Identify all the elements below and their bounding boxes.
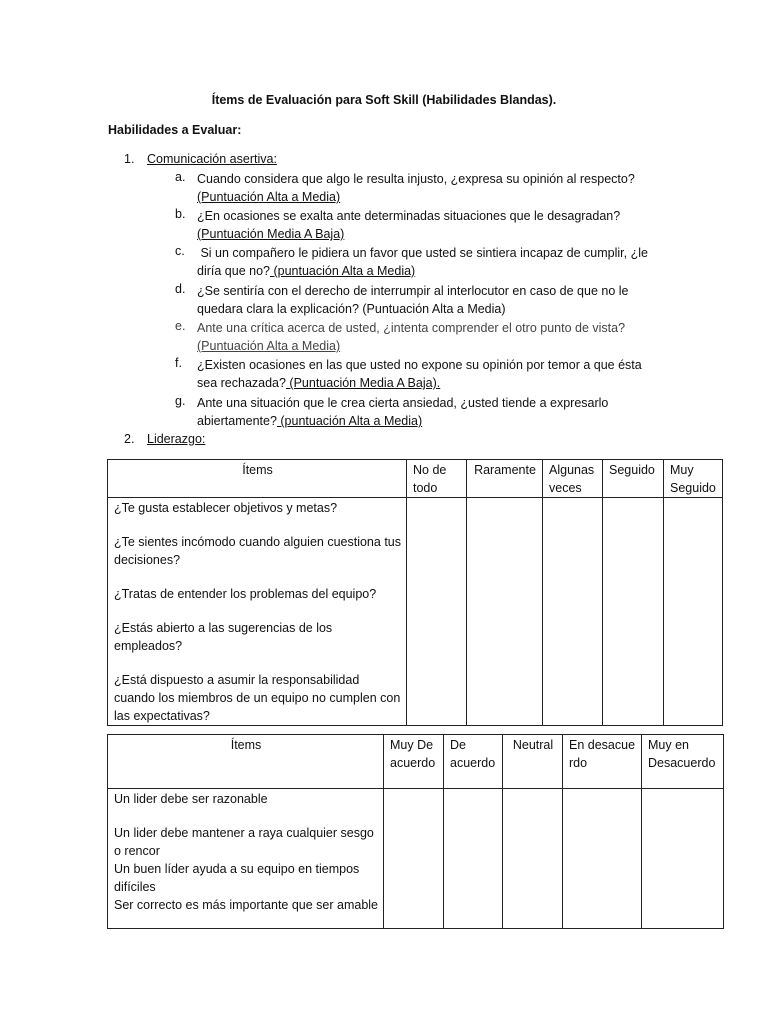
question-text: ¿Te gusta establecer objetivos y metas? xyxy=(114,501,338,515)
answer-cell[interactable] xyxy=(603,498,664,726)
table-header-row xyxy=(108,735,724,789)
column-header: Algunas veces xyxy=(543,460,603,498)
table-header-row xyxy=(108,460,723,498)
column-header: Neutral xyxy=(503,735,563,789)
list-number-1: 1. xyxy=(124,152,135,166)
question-text: ¿Está dispuesto a asumir la responsabilidad cuando los miembros de un equipo no cumplen con las expectativas? xyxy=(114,673,401,723)
statements-cell xyxy=(108,789,384,929)
leadership-agreement-table xyxy=(107,734,724,929)
column-header: Muy De acuerdo xyxy=(384,735,444,789)
statement-text: Un buen líder ayuda a su equipo en tiempos difíciles xyxy=(114,862,360,894)
column-header: No de todo xyxy=(407,460,467,498)
column-header: Raramente xyxy=(467,460,543,498)
answer-cell[interactable] xyxy=(407,498,467,726)
question-text: ¿Estás abierto a las sugerencias de los empleados? xyxy=(114,621,333,653)
answer-cell[interactable] xyxy=(503,789,563,929)
statement-text: Un lider debe mantener a raya cualquier sesgo o rencor xyxy=(114,826,374,858)
column-header: Ítems xyxy=(108,460,407,498)
column-header: Ítems xyxy=(108,735,384,789)
column-header: Muy Seguido xyxy=(664,460,723,498)
list-heading-comunicacion: Comunicación asertiva: xyxy=(147,152,277,166)
column-header: Muy en Desacuerdo xyxy=(642,735,724,789)
table-row xyxy=(108,789,724,929)
leadership-frequency-table xyxy=(107,459,723,726)
answer-cell[interactable] xyxy=(444,789,503,929)
statement-text: Un lider debe ser razonable xyxy=(114,792,268,806)
document-title: Ítems de Evaluación para Soft Skill (Habilidades Blandas). xyxy=(211,93,557,107)
question-text: ¿Te sientes incómodo cuando alguien cuestiona tus decisiones? xyxy=(114,535,401,567)
questions-cell xyxy=(108,498,407,726)
answer-cell[interactable] xyxy=(467,498,543,726)
answer-cell[interactable] xyxy=(664,498,723,726)
column-header: De acuerdo xyxy=(444,735,503,789)
column-header: Seguido xyxy=(603,460,664,498)
answer-cell[interactable] xyxy=(543,498,603,726)
list-heading-liderazgo: Liderazgo: xyxy=(147,432,206,446)
column-header: En desacuerdo xyxy=(563,735,642,789)
question-text: ¿Tratas de entender los problemas del equipo? xyxy=(114,587,377,601)
answer-cell[interactable] xyxy=(384,789,444,929)
statement-text: Ser correcto es más importante que ser amable xyxy=(114,898,379,912)
answer-cell[interactable] xyxy=(563,789,642,929)
answer-cell[interactable] xyxy=(642,789,724,929)
table-row xyxy=(108,498,723,726)
list-number-2: 2. xyxy=(124,432,135,446)
section-heading: Habilidades a Evaluar: xyxy=(108,123,242,137)
